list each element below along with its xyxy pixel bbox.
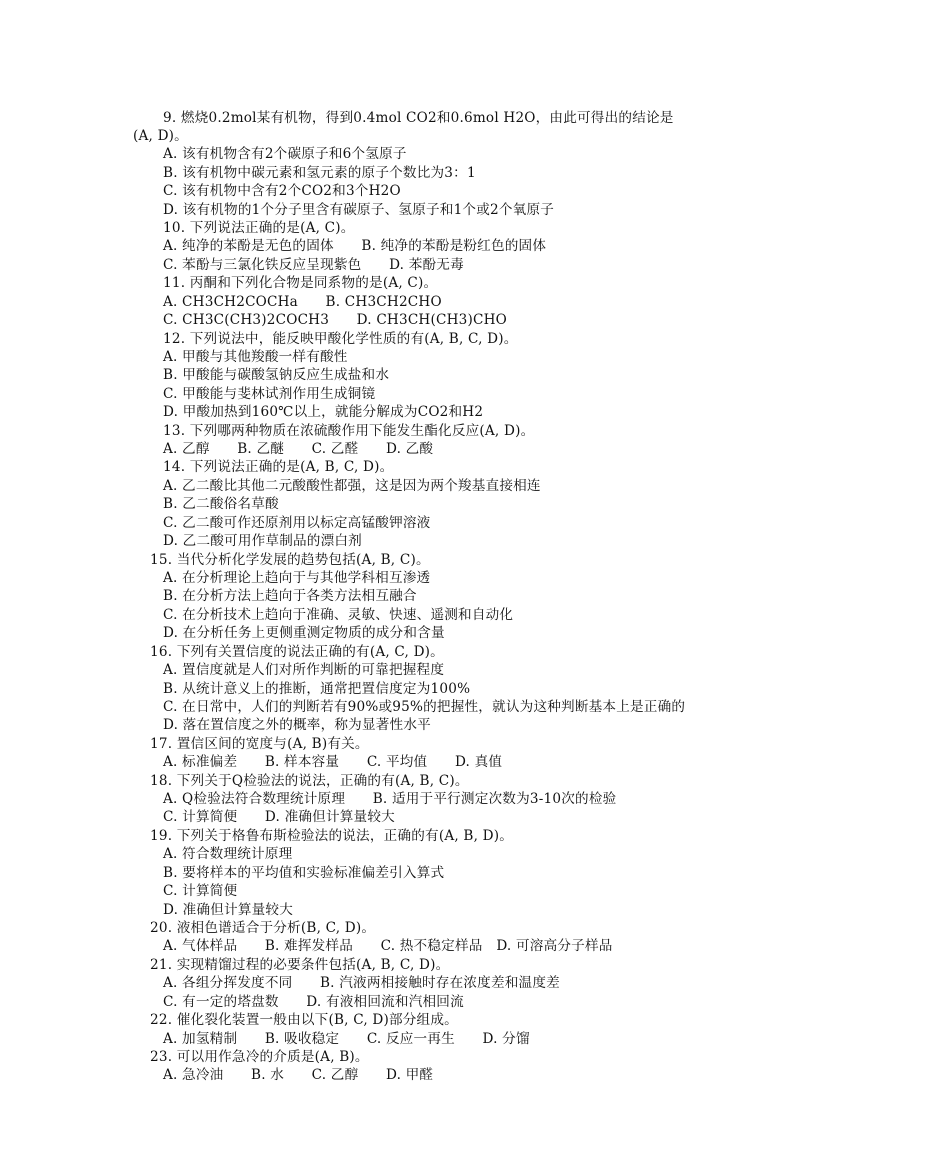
- option-line: B. 该有机物中碳元素和氢元素的原子个数比为3：1: [163, 164, 476, 181]
- option-line: C. 在日常中，人们的判断若有90%或95%的把握性，就认为这种判断基本上是正确的: [163, 698, 686, 715]
- question-line: 17. 置信区间的宽度与(A, B)有关。: [150, 735, 369, 752]
- question-line: 12. 下列说法中，能反映甲酸化学性质的有(A, B, C, D)。: [163, 330, 518, 347]
- option-line: A. 急冷油 B. 水 C. 乙醇 D. 甲醛: [163, 1067, 434, 1084]
- option-line: B. 乙二酸俗名草酸: [163, 496, 279, 513]
- option-line: D. 该有机物的1个分子里含有碳原子、氢原子和1个或2个氧原子: [163, 201, 555, 218]
- option-line: B. 要将样本的平均值和实验标准偏差引入算式: [163, 864, 445, 881]
- option-line: B. 在分析方法上趋向于各类方法相互融合: [163, 588, 417, 605]
- option-line: A. 符合数理统计原理: [163, 846, 293, 863]
- question-line: 14. 下列说法正确的是(A, B, C, D)。: [163, 459, 394, 476]
- option-line: D. 乙二酸可用作草制品的漂白剂: [163, 533, 362, 550]
- option-line: A. 乙醇 B. 乙醚 C. 乙醛 D. 乙酸: [163, 441, 434, 458]
- option-line: B. 甲酸能与碳酸氢钠反应生成盐和水: [163, 367, 390, 384]
- question-line: 15. 当代分析化学发展的趋势包括(A, B, C)。: [150, 551, 430, 568]
- option-line: A. Q检验法符合数理统计原理 B. 适用于平行测定次数为3-10次的检验: [163, 791, 617, 808]
- option-line: A. 在分析理论上趋向于与其他学科相互渗透: [163, 570, 431, 586]
- option-line: D. 在分析任务上更侧重测定物质的成分和含量: [163, 625, 445, 642]
- option-line: A. 气体样品 B. 难挥发样品 C. 热不稳定样品 D. 可溶高分子样品: [163, 938, 613, 955]
- option-line: C. 在分析技术上趋向于准确、灵敏、快速、遥测和自动化: [163, 606, 514, 623]
- option-line: A. CH3CH2COCHa B. CH3CH2CHO: [163, 293, 442, 310]
- option-line: C. 该有机物中含有2个CO2和3个H2O: [163, 183, 401, 200]
- question-line: 10. 下列说法正确的是(A, C)。: [163, 220, 355, 237]
- question-line: 16. 下列有关置信度的说法正确的有(A, C, D)。: [150, 643, 444, 660]
- question-line: 18. 下列关于Q检验法的说法，正确的有(A, B, C)。: [150, 772, 469, 789]
- option-line: D. 甲酸加热到160℃以上，就能分解成为CO2和H2: [163, 404, 484, 421]
- option-line: A. 甲酸与其他羧酸一样有酸性: [163, 348, 348, 365]
- option-line: B. 从统计意义上的推断，通常把置信度定为100%: [163, 680, 471, 697]
- option-line: A. 标准偏差 B. 样本容量 C. 平均值 D. 真值: [163, 754, 503, 771]
- question-line: 20. 液相色谱适合于分析(B, C, D)。: [150, 919, 376, 936]
- option-line: C. 乙二酸可作还原剂用以标定高锰酸钾溶液: [163, 514, 431, 531]
- text-line: (A, D)。: [133, 127, 188, 144]
- question-line: 19. 下列关于格鲁布斯检验法的说法，正确的有(A, B, D)。: [150, 827, 514, 844]
- option-line: D. 准确但计算量较大: [163, 901, 294, 918]
- option-line: A. 加氢精制 B. 吸收稳定 C. 反应一再生 D. 分馏: [163, 1030, 530, 1047]
- question-line: 9. 燃烧0.2mol某有机物，得到0.4mol CO2和0.6mol H2O，由此可得出的结论是: [163, 109, 674, 126]
- option-line: C. 甲酸能与斐林试剂作用生成铜镜: [163, 385, 376, 402]
- question-line: 11. 丙酮和下列化合物是同系物的是(A, C)。: [163, 275, 438, 292]
- option-line: A. 乙二酸比其他二元酸酸性都强，这是因为两个羧基直接相连: [163, 477, 541, 494]
- question-line: 13. 下列哪两种物质在浓硫酸作用下能发生酯化反应(A, D)。: [163, 422, 535, 439]
- option-line: C. 计算简便 D. 准确但计算量较大: [163, 809, 395, 826]
- option-line: C. 有一定的塔盘数 D. 有液相回流和汽相回流: [163, 993, 464, 1010]
- option-line: C. CH3C(CH3)2COCH3 D. CH3CH(CH3)CHO: [163, 312, 507, 329]
- option-line: C. 苯酚与三氯化铁反应呈现紫色 D. 苯酚无毒: [163, 256, 464, 273]
- option-line: C. 计算简便: [163, 883, 238, 900]
- option-line: D. 落在置信度之外的概率，称为显著性水平: [163, 717, 431, 734]
- option-line: A. 置信度就是人们对所作判断的可靠把握程度: [163, 662, 445, 679]
- option-line: A. 纯净的苯酚是无色的固体 B. 纯净的苯酚是粉红色的固体: [163, 238, 547, 255]
- question-line: 21. 实现精馏过程的必要条件包括(A, B, C, D)。: [150, 956, 450, 973]
- option-line: A. 各组分挥发度不同 B. 汽液两相接触时存在浓度差和温度差: [163, 975, 560, 992]
- option-line: A. 该有机物含有2个碳原子和6个氢原子: [163, 146, 407, 163]
- question-line: 22. 催化裂化装置一般由以下(B, C, D)部分组成。: [150, 1012, 458, 1029]
- question-line: 23. 可以用作急冷的介质是(A, B)。: [150, 1048, 369, 1065]
